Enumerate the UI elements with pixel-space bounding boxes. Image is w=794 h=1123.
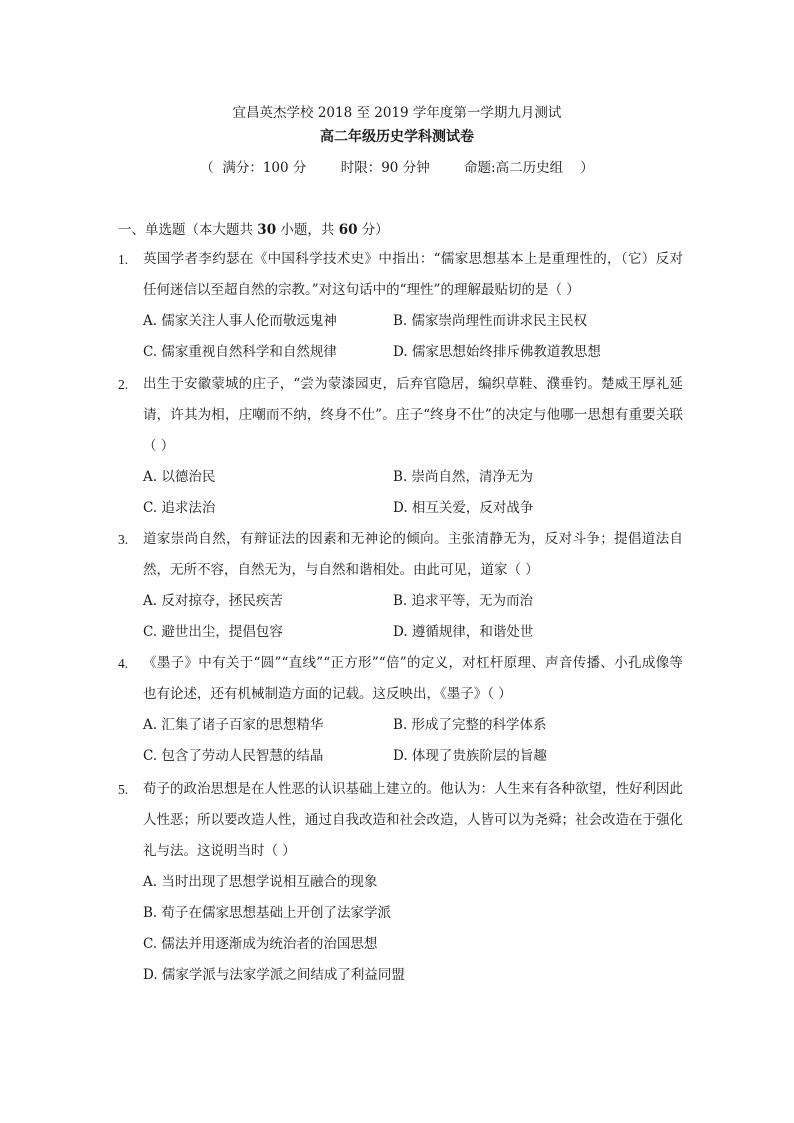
option-c[interactable]: C. 避世出尘，提倡包容 — [143, 624, 283, 640]
option-d[interactable]: D. 相互关爱，反对战争 — [393, 500, 534, 516]
option-b[interactable]: B. 荀子在儒家思想基础上开创了法家学派 — [143, 905, 392, 921]
option-d[interactable]: D. 儒家思想始终排斥佛教道教思想 — [393, 344, 601, 360]
question-1 — [118, 244, 683, 368]
option-b[interactable]: B. 形成了完整的科学体系 — [393, 717, 547, 733]
question-number: 2. — [118, 377, 129, 392]
option-d[interactable]: D. 体现了贵族阶层的旨趣 — [393, 748, 547, 764]
option-row — [143, 617, 683, 648]
option-c[interactable]: C. 追求法治 — [143, 500, 216, 516]
option-b[interactable]: B. 追求平等，无为而治 — [393, 593, 534, 609]
question-4 — [118, 648, 683, 772]
section-suffix: 分） — [357, 222, 389, 238]
option-a[interactable]: A. 反对掠夺，拯民疾苦 — [143, 593, 283, 609]
option-a[interactable]: A. 汇集了诸子百家的思想精华 — [143, 717, 324, 733]
exam-title: 高二年级历史学科测试卷 — [320, 129, 474, 145]
option-row — [143, 462, 683, 493]
question-number: 1. — [118, 252, 129, 267]
option-row — [143, 586, 683, 617]
section-count: 30 — [257, 222, 277, 238]
option-d[interactable]: D. 儒家学派与法家学派之间结成了利益同盟 — [143, 967, 405, 983]
section-score: 60 — [338, 222, 358, 238]
option-a[interactable]: A. 当时出现了思想学说相互融合的现象 — [143, 874, 378, 890]
question-number: 5. — [118, 782, 129, 797]
question-5 — [118, 774, 683, 991]
option-row — [143, 337, 683, 368]
option-row — [143, 306, 683, 337]
option-d[interactable]: D. 遵循规律，和谐处世 — [393, 624, 534, 640]
option-b[interactable]: B. 崇尚自然，清净无为 — [393, 469, 534, 485]
option-c[interactable]: C. 儒家重视自然科学和自然规律 — [143, 344, 337, 360]
section-prefix: 一、单选题（本大题共 — [118, 222, 258, 238]
section-mid: 小题，共 — [276, 222, 339, 238]
option-a[interactable]: A. 以德治民 — [143, 469, 216, 485]
question-text: 荀子的政治思想是在人性恶的认识基础上建立的。他认为：人生来有各种欲望，性好利因此人性恶；所以要改造人性，通过自我改造和社会改造，人皆可以为尧舜；社会改造在于强化礼与法。这说明当时（ ） — [143, 781, 683, 859]
option-b[interactable]: B. 儒家崇尚理性而讲求民主民权 — [393, 313, 588, 329]
option-c[interactable]: C. 包含了劳动人民智慧的结晶 — [143, 748, 324, 764]
option-row — [143, 493, 683, 524]
option-c[interactable]: C. 儒法并用逐渐成为统治者的治国思想 — [143, 936, 378, 952]
option-a[interactable]: A. 儒家关注人事人伦而敬远鬼神 — [143, 313, 337, 329]
question-text: 道家崇尚自然，有辩证法的因素和无神论的倾向。主张清静无为，反对斗争；提倡道法自然，无所不容，自然无为，与自然和谐相处。由此可见，道家（ ） — [143, 531, 683, 578]
question-number: 3. — [118, 532, 129, 547]
option-row — [143, 741, 683, 772]
question-text: 出生于安徽蒙城的庄子，“尝为蒙漆园吏，后弃官隐居，编织草鞋、濮垂钓。楚威王厚礼延请，许其为相，庄嘲而不纳，终身不仕”。庄子“终身不仕”的决定与他哪一思想有重要关联（ ） — [143, 376, 683, 454]
question-2 — [118, 369, 683, 524]
question-text: 英国学者李约瑟在《中国科学技术史》中指出：“儒家思想基本上是重理性的，（它）反对任何迷信以至超自然的宗教。”对这句话中的“理性”的理解最贴切的是（ ） — [143, 251, 683, 298]
exam-info: （ 满分：100 分 时限：90 分钟 命题:高二历史组 ） — [200, 160, 594, 176]
question-3 — [118, 524, 683, 648]
school-term-title: 宜昌英杰学校 2018 至 2019 学年度第一学期九月测试 — [232, 105, 562, 121]
section-heading — [118, 218, 389, 238]
question-number: 4. — [118, 656, 129, 671]
option-row — [143, 710, 683, 741]
question-text: 《墨子》中有关于“圆”“直线”“正方形”“倍”的定义，对杠杆原理、声音传播、小孔成像等也有论述，还有机械制造方面的记载。这反映出，《墨子》（ ） — [143, 655, 683, 702]
